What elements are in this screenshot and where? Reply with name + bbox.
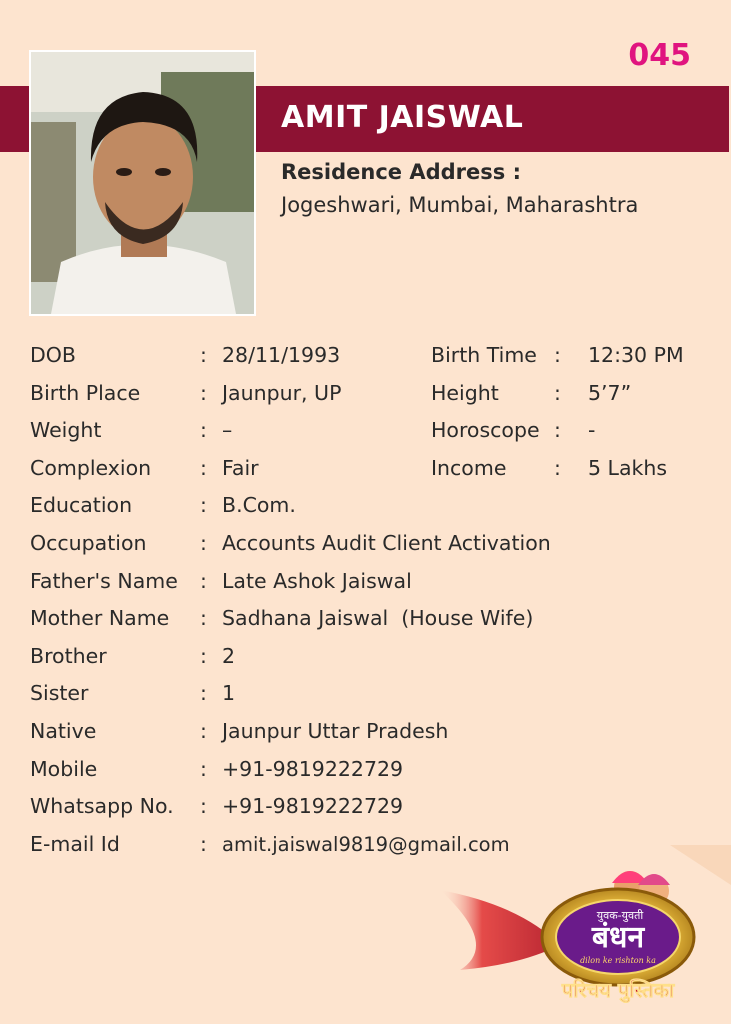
separator: : — [200, 606, 207, 631]
detail-row — [30, 638, 710, 676]
separator: : — [554, 455, 561, 480]
native-value: Jaunpur Uttar Pradesh — [222, 718, 449, 743]
dob-label: DOB — [30, 343, 76, 367]
birth-time-label: Birth Time — [431, 343, 537, 367]
separator: : — [554, 380, 561, 405]
whatsapp-value: +91-9819222729 — [222, 794, 404, 819]
occupation-value: Accounts Audit Client Activation — [222, 530, 551, 555]
separator: : — [200, 530, 207, 555]
weight-value: – — [222, 418, 233, 443]
residence-address-label: Residence Address : — [281, 160, 521, 184]
horoscope-label: Horoscope — [431, 418, 540, 443]
profile-number: 045 — [628, 38, 691, 73]
detail-row — [30, 713, 710, 751]
separator: : — [200, 418, 207, 443]
occupation-label: Occupation — [30, 530, 147, 555]
separator: : — [200, 756, 207, 781]
fathers-name-label: Father's Name — [30, 568, 178, 593]
whatsapp-label: Whatsapp No. — [30, 794, 174, 819]
weight-label: Weight — [30, 418, 102, 443]
height-value: 5’7” — [588, 380, 632, 405]
birth-place-label: Birth Place — [30, 380, 141, 405]
logo-main-text: बंधन — [591, 920, 645, 955]
income-value: 5 Lakhs — [588, 455, 668, 480]
detail-row — [30, 337, 710, 375]
detail-row — [30, 788, 710, 826]
native-label: Native — [30, 718, 97, 743]
separator: : — [200, 831, 207, 856]
separator: : — [200, 343, 207, 367]
separator: : — [554, 418, 561, 443]
detail-row — [30, 675, 710, 713]
detail-row — [30, 375, 710, 413]
profile-photo — [29, 50, 256, 316]
birth-place-value: Jaunpur, UP — [222, 380, 342, 405]
email-value: amit.jaiswal9819@gmail.com — [222, 832, 510, 856]
detail-row — [30, 525, 710, 563]
bandhan-logo — [440, 845, 731, 1024]
separator: : — [200, 380, 207, 405]
detail-row — [30, 450, 710, 488]
detail-row — [30, 751, 710, 789]
separator: : — [200, 718, 207, 743]
logo-tagline: dilon ke rishton ka — [580, 956, 656, 965]
brother-label: Brother — [30, 643, 107, 668]
brother-value: 2 — [222, 643, 236, 668]
separator: : — [200, 568, 207, 593]
mother-name-label: Mother Name — [30, 606, 170, 631]
separator: : — [200, 455, 207, 480]
separator: : — [554, 343, 561, 367]
logo-ribbon-text: युवक-युवती — [596, 909, 644, 922]
logo-bottom-text: परिचय पुस्तिका — [561, 978, 675, 1002]
separator: : — [200, 794, 207, 819]
complexion-label: Complexion — [30, 455, 152, 480]
separator: : — [200, 643, 207, 668]
detail-row — [30, 487, 710, 525]
sister-label: Sister — [30, 681, 89, 706]
details-table — [30, 337, 710, 863]
separator: : — [200, 681, 207, 706]
horoscope-value: - — [588, 418, 596, 443]
mobile-value: +91-9819222729 — [222, 756, 404, 781]
education-label: Education — [30, 493, 133, 518]
mobile-label: Mobile — [30, 756, 98, 781]
height-label: Height — [431, 380, 499, 405]
fathers-name-value: Late Ashok Jaiswal — [222, 568, 412, 593]
detail-row — [30, 600, 710, 638]
mother-name-value: Sadhana Jaiswal (House Wife) — [222, 606, 534, 631]
detail-row — [30, 563, 710, 601]
separator: : — [200, 493, 207, 518]
income-label: Income — [431, 455, 507, 480]
residence-address-value: Jogeshwari, Mumbai, Maharashtra — [281, 193, 639, 217]
education-value: B.Com. — [222, 493, 296, 518]
dob-value: 28/11/1993 — [222, 343, 341, 367]
candidate-name: AMIT JAISWAL — [281, 100, 524, 135]
birth-time-value: 12:30 PM — [588, 343, 684, 367]
sister-value: 1 — [222, 681, 236, 706]
email-label: E-mail Id — [30, 831, 120, 856]
detail-row — [30, 412, 710, 450]
complexion-value: Fair — [222, 455, 259, 480]
